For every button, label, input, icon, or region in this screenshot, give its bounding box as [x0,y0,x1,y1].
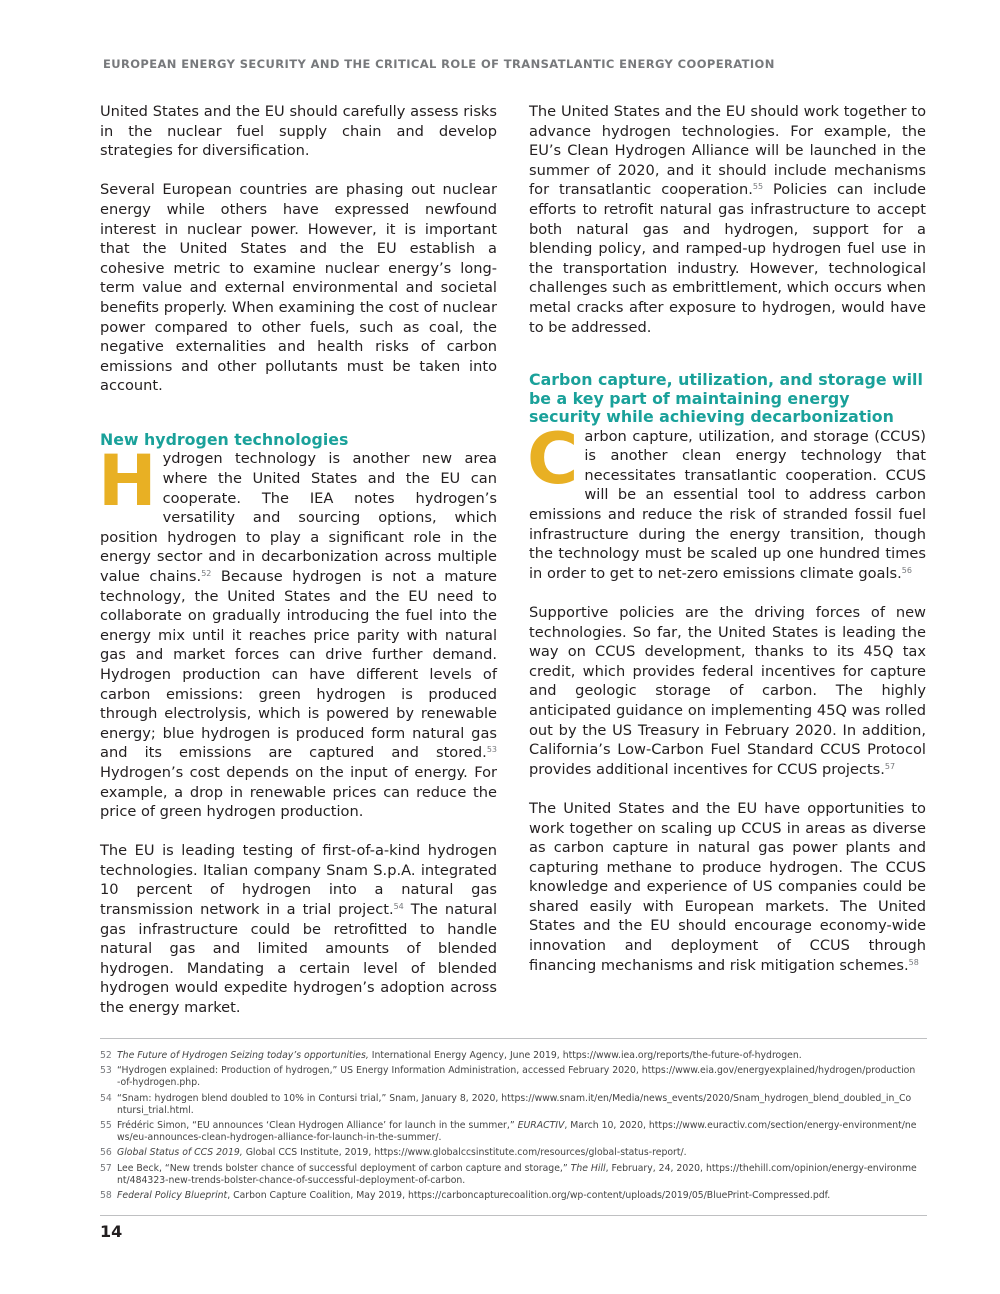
paragraph [98,440,497,821]
footnote-ref[interactable]: 54 [393,902,404,912]
paragraph-text: The natural gas infrastructure could be retrofitted to handle natural gas and limited amounts of blended hydrogen. Mandating a certain level of blended hydrogen would expedite hydrogen’s adoption across the energy market. [100,901,497,1017]
paragraph-text: The United States and the EU have opportunities to work together on scaling up CCUS in areas as diverse as carbon capture in natural gas power plants and capturing methane to produce hydrogen. The CCUS knowledge and experience of US companies could be shared easily with European markets. The United States and the EU should encourage economy-wide innovation and deployment of CCUS through financing mechanisms and risk mitigation schemes. [529,799,926,974]
footnote-ref[interactable]: 53 [486,745,497,755]
paragraph-text: Supportive policies are the driving forces of new technologies. So far, the United States is leading the way on CCUS development, thanks to its 45Q tax credit, which provides federal incentives for capture and geologic storage of carbon. The highly anticipated guidance on implementing 45Q was rolled out by the US Treasury in February 2020. In addition, California’s Low-Carbon Fuel Standard CCUS Protocol provides additional incentives for CCUS projects. [529,603,926,778]
footnote-number: 54 [100,1092,112,1104]
running-title: EUROPEAN ENERGY SECURITY AND THE CRITICAL ROLE OF TRANSATLANTIC ENERGY COOPERATION [103,57,775,71]
footnote-title: Federal Policy Blueprint [117,1190,228,1202]
drop-cap: C [527,417,579,500]
footnote-number: 57 [100,1162,112,1174]
paragraph [529,799,926,975]
paragraph-text: Because hydrogen is not a mature technology, the United States and the EU need to collaborate on gradually introducing the fuel into the energy mix until it reaches price parity with natural gas and market forces can drive further demand. Hydrogen production can have different levels of carbon emissions: green hydrogen is produced through electrolysis, which is powered by renewable energy; blue hydrogen is produced form natural gas and its emissions are captured and stored. [100,567,497,762]
paragraph [100,841,497,1017]
footnote-number: 52 [100,1050,112,1061]
footnote-ref[interactable]: 57 [884,761,896,771]
paragraph-text: The United States and the EU should work together to advance hydrogen technologies. For example, the EU’s Clean Hydrogen Alliance will be launched in the summer of 2020, and it should include mechanisms for transatlantic cooperation. [529,103,926,199]
footnote-title: The Future of Hydrogen Seizing today’s opportunities, [117,1050,369,1061]
footnote-number: 58 [100,1190,112,1202]
paragraph-text: arbon capture, utilization, and storage (CCUS) is another clean energy technology that necessitates transatlantic cooperation. CCUS will be an essential tool to address carbon emissions and reduce the risk of stranded fossil fuel infrastructure during the energy transition, though the technology must be scaled up one hundred times in order to get to net-zero emissions climate goals. [529,427,926,582]
footnote-text[interactable]: , Carbon Capture Coalition, May 2019, https://carboncapturecoalition.org/wp-content/uploads/2019/05/BluePrint-Compressed.pdf. [227,1190,831,1202]
footnote-text[interactable]: International Energy Agency, June 2019, https://www.iea.org/reports/the-future-of-hydrogen. [368,1050,802,1061]
paragraph [527,417,926,584]
paragraph [529,102,926,337]
footnote-number: 56 [100,1147,112,1159]
footnote-ref[interactable]: 52 [201,568,212,578]
footer-divider [100,1215,927,1216]
paragraph-text: Policies can include efforts to retrofit natural gas infrastructure to accept both natural gas and hydrogen, support for a blending policy, and ramped-up hydrogen fuel use in the transportation industry. However, technological challenges such as embrittlement, which occurs when metal cracks after exposure to hydrogen, would have to be addressed. [529,181,926,336]
footnote [100,1092,917,1117]
footnote-ref[interactable]: 55 [752,182,764,192]
section-heading-hydrogen: New hydrogen technologies [100,429,349,449]
footnote-title: The Hill [570,1162,606,1174]
footnote [100,1050,917,1062]
footnote-number: 55 [100,1120,112,1132]
footnote-text[interactable]: , February, 24, 2020, https://thehill.com/opinion/energy-environment/484323-new-trends-bolster-chance-of-successful-deployment-of-carbon. [117,1162,917,1186]
footnote [100,1147,917,1159]
footnote-text[interactable]: Global CCS Institute, 2019, https://www.globalccsinstitute.com/resources/global-status-report/. [242,1147,687,1159]
left-column [100,102,497,1037]
section-heading-ccus: Carbon capture, utilization, and storage will be a key part of maintaining energy security while achieving decarbonization [529,370,923,427]
footnote-title: EURACTIV [517,1120,565,1132]
footnote-text[interactable]: “Hydrogen explained: Production of hydrogen,” US Energy Information Administration, accessed February 2020, https://www.eia.gov/energyexplained/hydrogen/production-of-hydrogen.php. [117,1065,916,1089]
footnote [100,1162,917,1187]
footnotes [100,1050,917,1205]
footnote-pre: Frédéric Simon, “EU announces ‘Clean Hydrogen Alliance’ for launch in the summer,” [117,1120,518,1132]
paragraph-text: The EU is leading testing of first-of-a-kind hydrogen technologies. Italian company Snam S.p.A. integrated 10 percent of hydrogen into a natural gas transmission network in a trial project. [100,842,497,919]
page-number: 14 [100,1222,123,1241]
drop-cap: H [98,440,157,523]
footnote-divider [100,1038,927,1039]
paragraph: Several European countries are phasing out nuclear energy while others have expressed newfound interest in nuclear power. However, it is important that the United States and the EU establish a cohesive metric to examine nuclear energy’s long-term value and external environmental and societal benefits properly. When examining the cost of nuclear power compared to other fuels, such as coal, the negative externalities and health risks of carbon emissions and other pollutants must be taken into account. [100,181,497,395]
footnote [100,1120,917,1144]
paragraph: United States and the EU should carefully assess risks in the nuclear fuel supply chain and develop strategies for diversification. [100,103,497,160]
footnote [100,1065,917,1089]
footnote-pre: Lee Beck, “New trends bolster chance of successful deployment of carbon capture and storage,” [117,1162,571,1174]
paragraph-text: ydrogen technology is another new area where the United States and the EU can cooperate. The IEA notes hydrogen’s versatility and sourcing options, which position hydrogen to play a significant role in the energy sector and in decarbonization across multiple value chains. [100,450,497,585]
footnote-ref[interactable]: 58 [908,957,919,967]
footnote [100,1190,917,1202]
footnote-ref[interactable]: 56 [901,565,912,575]
footnote-text[interactable]: “Snam: hydrogen blend doubled to 10% in Contursi trial,” Snam, January 8, 2020, https://www.snam.it/en/Media/news_events/2020/Snam_hydrogen_blend_doubled_in_Contursi_trial.html. [117,1092,912,1116]
footnote-number: 53 [100,1065,112,1077]
footnote-title: Global Status of CCS 2019, [117,1147,243,1159]
right-column [529,102,926,995]
footnote-text[interactable]: , March 10, 2020, https://www.euractiv.com/section/energy-environment/news/eu-announces-clean-hydrogen-alliance-for-launch-in-the-summer/. [117,1120,917,1144]
paragraph [529,603,926,779]
paragraph-text: Hydrogen’s cost depends on the input of energy. For example, a drop in renewable prices can reduce the price of green hydrogen production. [100,763,497,821]
